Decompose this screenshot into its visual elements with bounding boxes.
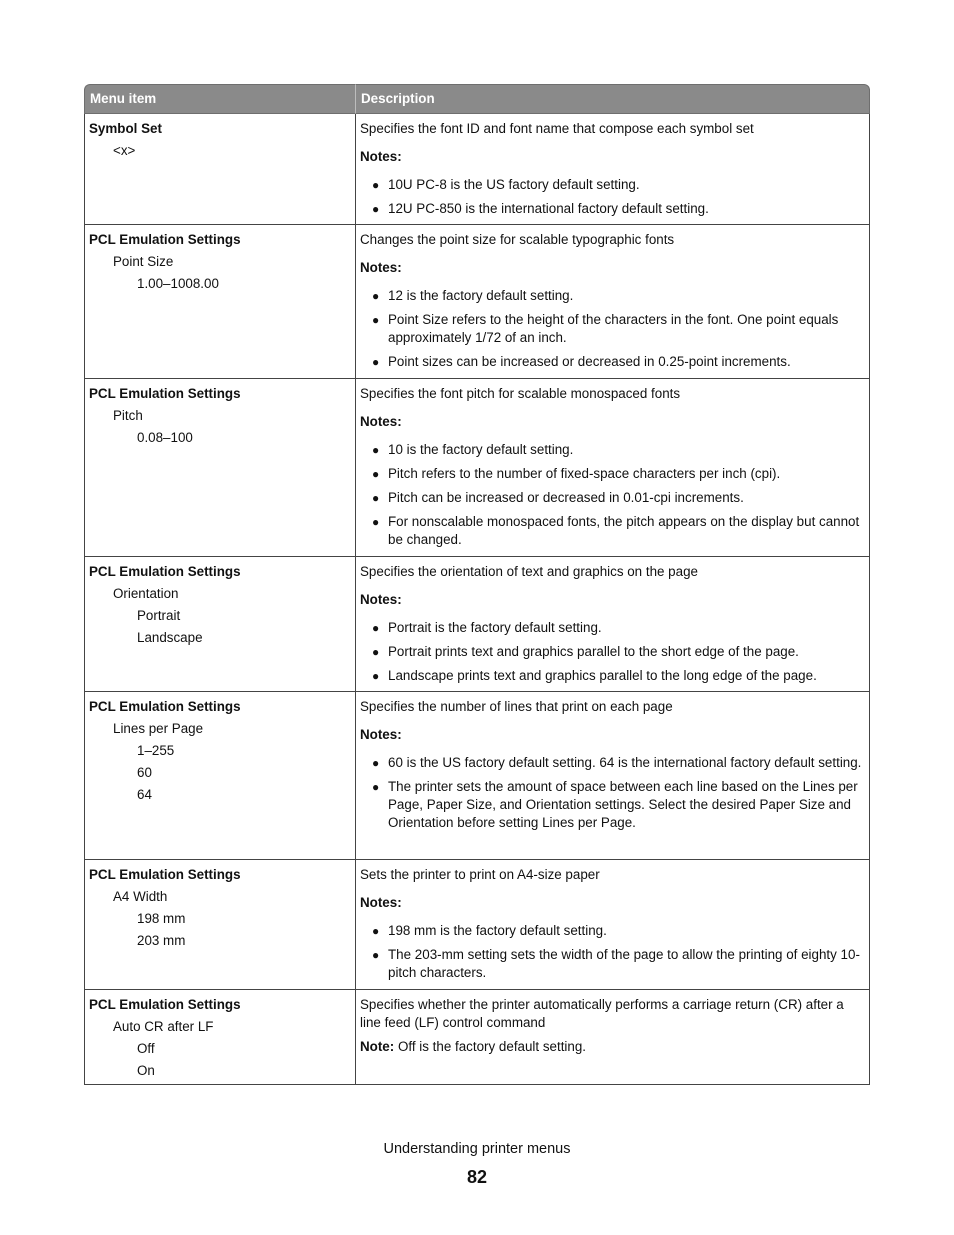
bullet-icon: ●	[372, 669, 380, 683]
note-label: Note:	[360, 1039, 395, 1054]
setting-option: 64	[137, 787, 152, 802]
default-note	[360, 1038, 865, 1056]
setting-option: Portrait	[137, 608, 181, 623]
notes-label: Notes:	[360, 149, 402, 164]
notes-label: Notes:	[360, 895, 402, 910]
list-item: ● Portrait is the factory default setting.	[372, 620, 602, 635]
setting-name: PCL Emulation Settings	[89, 386, 241, 401]
setting-sub: <x>	[113, 143, 136, 158]
list-item: ● 60 is the US factory default setting. 64 is the international factory default setting.	[372, 755, 862, 770]
table-row	[84, 114, 870, 225]
notes-list	[360, 287, 865, 371]
setting-option: Landscape	[137, 630, 203, 645]
bullet-icon: ●	[372, 289, 380, 303]
notes-list	[360, 754, 865, 832]
note-text: Off is the factory default setting.	[397, 1039, 587, 1054]
description-cell	[355, 379, 870, 557]
list-item: ● 10 is the factory default setting.	[372, 442, 574, 457]
list-item: ● For nonscalable monospaced fonts, the pitch appears on the display but cannot be changed.	[372, 514, 860, 547]
document-page	[84, 84, 870, 1085]
table-row	[84, 379, 870, 557]
setting-name: PCL Emulation Settings	[89, 867, 241, 882]
list-item: ● Pitch can be increased or decreased in 0.01-cpi increments.	[372, 490, 744, 505]
setting-option: 203 mm	[137, 933, 186, 948]
bullet-icon: ●	[372, 178, 380, 192]
bullet-icon: ●	[372, 948, 380, 962]
description-text: Specifies the font pitch for scalable monospaced fonts	[360, 386, 681, 401]
description-cell	[355, 860, 870, 990]
list-item: ● Point sizes can be increased or decreased in 0.25-point increments.	[372, 354, 791, 369]
description-text: Changes the point size for scalable typographic fonts	[360, 232, 675, 247]
setting-option: 1–255	[137, 743, 175, 758]
notes-label: Notes:	[360, 592, 402, 607]
notes-label: Notes:	[360, 727, 402, 742]
setting-sub: Lines per Page	[113, 721, 204, 736]
setting-option: Off	[137, 1041, 155, 1056]
menu-item-cell	[84, 225, 355, 379]
list-item: ● 198 mm is the factory default setting.	[372, 923, 607, 938]
bullet-icon: ●	[372, 355, 380, 369]
list-item: ● 10U PC-8 is the US factory default setting.	[372, 177, 640, 192]
description-text: Specifies the font ID and font name that compose each symbol set	[360, 121, 754, 136]
setting-name: PCL Emulation Settings	[89, 997, 241, 1012]
header-description: Description	[355, 84, 870, 114]
description-text: Specifies whether the printer automatically performs a carriage return (CR) after a line feed (LF) control command	[360, 997, 844, 1030]
notes-list	[360, 922, 865, 982]
bullet-icon: ●	[372, 202, 380, 216]
notes-list	[360, 176, 865, 218]
table-row	[84, 990, 870, 1085]
list-item: ● 12 is the factory default setting.	[372, 288, 574, 303]
table-row	[84, 557, 870, 692]
setting-name: PCL Emulation Settings	[89, 232, 241, 247]
bullet-icon: ●	[372, 515, 380, 529]
description-cell	[355, 990, 870, 1085]
setting-sub: Point Size	[113, 254, 174, 269]
list-item: ● 12U PC-850 is the international factory default setting.	[372, 201, 709, 216]
setting-option: On	[137, 1063, 155, 1078]
description-cell	[355, 692, 870, 860]
setting-sub: Orientation	[113, 586, 179, 601]
setting-sub: A4 Width	[113, 889, 168, 904]
menu-item-cell	[84, 114, 355, 225]
setting-option: 60	[137, 765, 152, 780]
notes-label: Notes:	[360, 414, 402, 429]
setting-option: 0.08–100	[137, 430, 193, 445]
description-text: Specifies the orientation of text and graphics on the page	[360, 564, 698, 579]
setting-name: PCL Emulation Settings	[89, 699, 241, 714]
list-item: ● Pitch refers to the number of fixed-space characters per inch (cpi).	[372, 466, 781, 481]
bullet-icon: ●	[372, 467, 380, 481]
notes-list	[360, 619, 865, 685]
bullet-icon: ●	[372, 621, 380, 635]
bullet-icon: ●	[372, 645, 380, 659]
description-cell	[355, 114, 870, 225]
description-cell	[355, 557, 870, 692]
page-number: 82	[466, 1167, 488, 1187]
notes-label: Notes:	[360, 260, 402, 275]
list-item: ● Landscape prints text and graphics parallel to the long edge of the page.	[372, 668, 817, 683]
bullet-icon: ●	[372, 780, 380, 794]
header-menu-item: Menu item	[84, 84, 355, 114]
menu-item-cell	[84, 379, 355, 557]
bullet-icon: ●	[372, 924, 380, 938]
menu-item-cell	[84, 692, 355, 860]
bullet-icon: ●	[372, 491, 380, 505]
list-item: ● Point Size refers to the height of the characters in the font. One point equals approximately 1/72 of an inch.	[372, 312, 839, 345]
setting-sub: Auto CR after LF	[113, 1019, 214, 1034]
table-row	[84, 692, 870, 860]
list-item: ● The printer sets the amount of space between each line based on the Lines per Page, Paper Size, and Orientation settings. Select the desired Paper Size and Orientation before setting Lines per Page.	[372, 779, 858, 830]
bullet-icon: ●	[372, 313, 380, 327]
description-text: Specifies the number of lines that print on each page	[360, 699, 673, 714]
setting-name: PCL Emulation Settings	[89, 564, 241, 579]
setting-sub: Pitch	[113, 408, 143, 423]
menu-item-cell	[84, 860, 355, 990]
list-item: ● The 203-mm setting sets the width of the page to allow the printing of eighty 10-pitch characters.	[372, 947, 860, 980]
description-cell	[355, 225, 870, 379]
setting-option: 198 mm	[137, 911, 186, 926]
table-row	[84, 860, 870, 990]
menu-item-cell	[84, 557, 355, 692]
setting-name: Symbol Set	[89, 121, 162, 136]
setting-option: 1.00–1008.00	[137, 276, 219, 291]
list-item: ● Portrait prints text and graphics parallel to the short edge of the page.	[372, 644, 799, 659]
description-text: Sets the printer to print on A4-size paper	[360, 867, 600, 882]
footer-section-title: Understanding printer menus	[383, 1141, 571, 1157]
printer-menu-table	[84, 84, 870, 1085]
notes-list	[360, 441, 865, 549]
menu-item-cell	[84, 990, 355, 1085]
table-header-row	[84, 84, 870, 114]
table-row	[84, 225, 870, 379]
bullet-icon: ●	[372, 756, 380, 770]
bullet-icon: ●	[372, 443, 380, 457]
